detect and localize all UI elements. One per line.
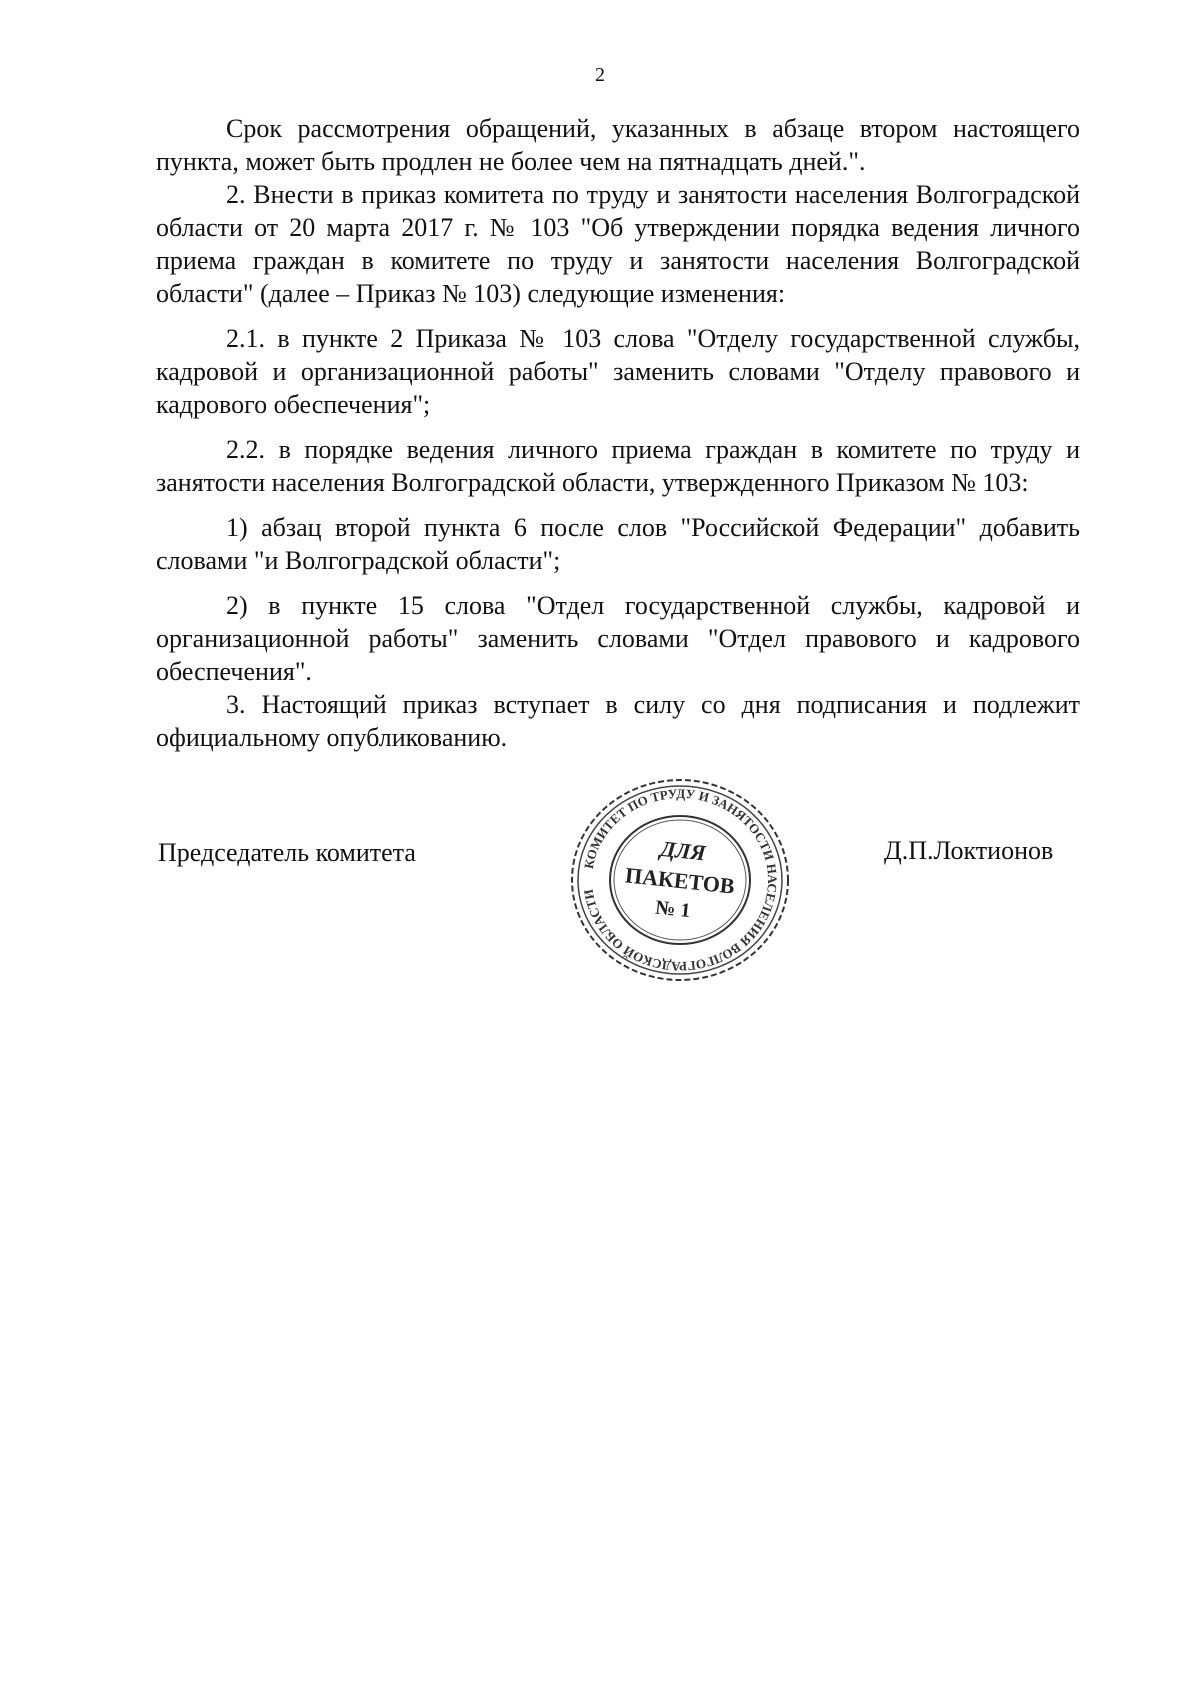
- signatory-position: Председатель комитета: [158, 838, 416, 867]
- paragraph-review-period: Срок рассмотрения обращений, указанных в абзаце втором настоящего пункта, может быть продлен не более чем на пятнадцать дней.".: [156, 114, 1080, 176]
- document-body: [156, 112, 1080, 754]
- paragraph-item-2: 2. Внести в приказ комитета по труду и занятости населения Волгоградской области от 20 марта 2017 г. № 103 "Об утверждении порядка ведения личного приема граждан в комитете по труду и занятости населения Волгоградской области" (далее – Приказ № 103) следующие изменения:: [156, 180, 1080, 308]
- stamp-center-line-2: ПАКЕТОВ: [624, 862, 736, 899]
- paragraph-item-2-1: 2.1. в пункте 2 Приказа № 103 слова "Отделу государственной службы, кадровой и организационной работы" заменить словами "Отделу правового и кадрового обеспечения";: [156, 324, 1080, 419]
- stamp-ring-text: КОМИТЕТ ПО ТРУДУ И ЗАНЯТОСТИ НАСЕЛЕНИЯ ВОЛГОГРАДСКОЙ ОБЛАСТИ: [580, 785, 781, 975]
- stamp-center-line-1: ДЛЯ: [659, 835, 707, 866]
- paragraph-item-2-2: 2.2. в порядке ведения личного приема граждан в комитете по труду и занятости населения Волгоградской области, утвержденного Приказом № 103:: [156, 435, 1080, 497]
- official-stamp: [560, 770, 800, 990]
- page-number: 2: [595, 64, 605, 86]
- paragraph-subitem-2: 2) в пункте 15 слова "Отдел государственной службы, кадровой и организационной работы" заменить словами "Отдел правового и кадрового обеспечения".: [156, 591, 1080, 686]
- signatory-name: Д.П.Локтионов: [884, 836, 1054, 865]
- stamp-center-line-3: № 1: [654, 896, 692, 923]
- paragraph-item-3: 3. Настоящий приказ вступает в силу со дня подписания и подлежит официальному опубликованию.: [156, 690, 1080, 752]
- paragraph-subitem-1: 1) абзац второй пункта 6 после слов "Российской Федерации" добавить словами "и Волгоградской области";: [156, 513, 1080, 575]
